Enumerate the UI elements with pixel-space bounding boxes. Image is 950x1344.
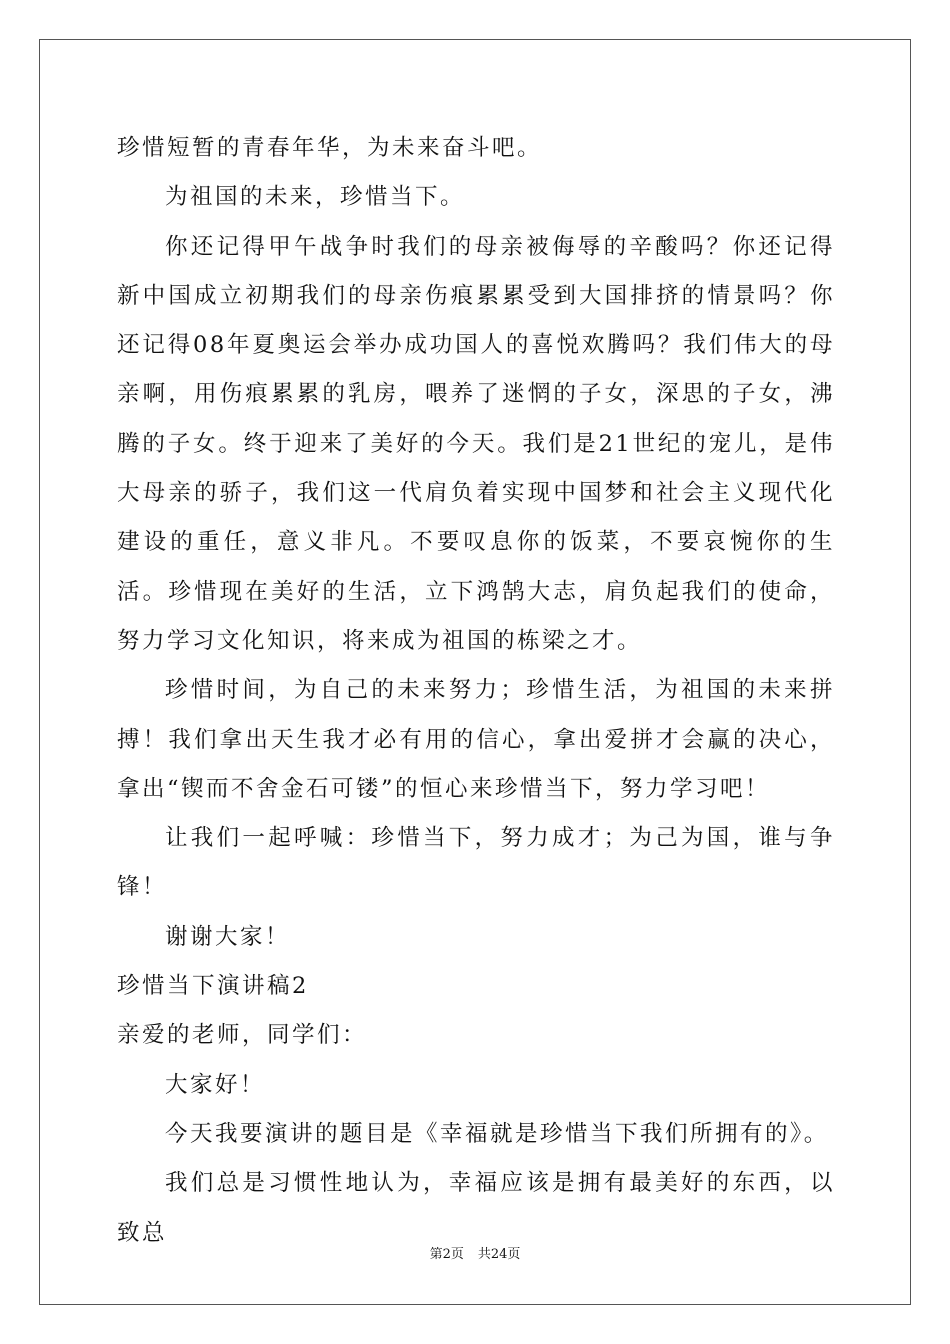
paragraph: 谢谢大家！ (165, 923, 291, 950)
paragraph: 今天我要演讲的题目是《幸福就是珍惜当下我们所拥有的》。 (165, 1120, 829, 1147)
paragraph: 大家好！ (165, 1071, 266, 1098)
salutation: 亲爱的老师，同学们： (117, 1022, 368, 1049)
document-body (117, 124, 835, 1258)
paragraph: 为祖国的未来，珍惜当下。 (165, 184, 466, 211)
page-total: 共24页 (477, 1247, 521, 1262)
page-number: 第2页 (429, 1247, 464, 1262)
page-footer (0, 1245, 950, 1265)
paragraph: 珍惜时间，为自己的未来努力；珍惜生活，为祖国的未来拼搏！我们拿出天生我才必有用的信心，拿出爱拼才会赢的决心，拿出“锲而不舍金石可镂”的恒心来珍惜当下，努力学习吧！ (117, 677, 835, 802)
section-heading: 珍惜当下演讲稿2 (117, 973, 309, 1000)
paragraph: 我们总是习惯性地认为，幸福应该是拥有最美好的东西，以致总 (117, 1170, 835, 1246)
paragraph: 你还记得甲午战争时我们的母亲被侮辱的辛酸吗？你还记得新中国成立初期我们的母亲伤痕累累受到大国排挤的情景吗？你还记得08年夏奥运会举办成功国人的喜悦欢腾吗？我们伟大的母亲啊，用伤痕累累的乳房，喂养了迷惘的子女，深思的子女，沸腾的子女。终于迎来了美好的今天。我们是21世纪的宠儿，是伟大母亲的骄子，我们这一代肩负着实现中国梦和社会主义现代化建设的重任，意义非凡。不要叹息你的饭菜，不要哀惋你的生活。珍惜现在美好的生活，立下鸿鹄大志，肩负起我们的使命，努力学习文化知识，将来成为祖国的栋梁之才。 (117, 233, 835, 654)
paragraph: 珍惜短暂的青春年华，为未来奋斗吧。 (117, 135, 543, 161)
paragraph: 让我们一起呼喊：珍惜当下，努力成才；为己为国，谁与争锋！ (117, 825, 835, 901)
